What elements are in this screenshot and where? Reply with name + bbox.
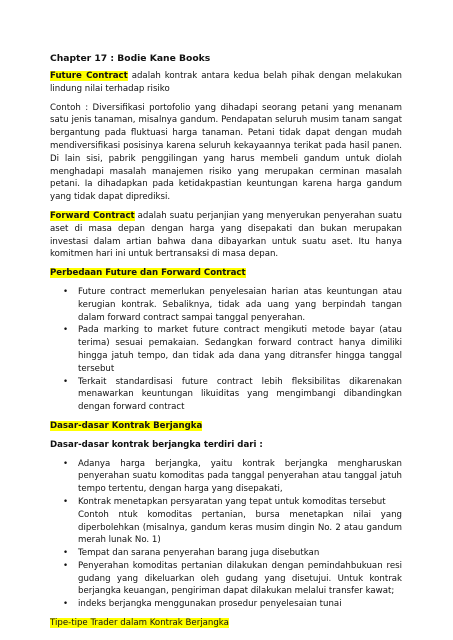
list-item: • Adanya harga berjangka, yaitu kontrak berjangka mengharuskan penyerahan suatu komoditas pada tanggal penyerahan atau tanggal jatuh tempo tertentu, dengan harga yang disepakati, bbox=[63, 458, 402, 495]
future-contract-term: Future Contract bbox=[50, 71, 128, 81]
forward-contract-paragraph bbox=[50, 210, 402, 261]
list-item: • Terkait standardisasi future contract lebih fleksibilitas dikarenakan menawarkan keuntungan likuiditas yang mengimbangi dibandingkan dengan forward contract bbox=[63, 376, 402, 413]
list-item: • Kontrak menetapkan persyaratan yang tepat untuk komoditas tersebut Contoh ntuk komoditas pertanian, bursa menetapkan nilai yang diperbolehkan (misalnya, gandum keras musim dingin No. 2 atau gandum merah lunak No. 1) bbox=[63, 496, 402, 546]
dasar-list bbox=[50, 458, 402, 612]
bullet-icon: • bbox=[63, 458, 69, 469]
tipe-heading-part2: dalam Kontrak Berjangka bbox=[117, 618, 229, 629]
bullet-icon: • bbox=[63, 376, 69, 387]
list-item: • indeks berjangka menggunakan prosedur penyelesaian tunai bbox=[63, 599, 342, 610]
forward-contract-term: Forward Contract bbox=[50, 210, 135, 221]
bullet-icon: • bbox=[63, 286, 69, 297]
future-contract-paragraph bbox=[50, 70, 402, 96]
dasar-heading-line bbox=[50, 420, 402, 433]
list-item: • Tempat dan sarana penyerahan barang juga disebutkan bbox=[63, 548, 320, 559]
list-item: • Future contract memerlukan penyelesaian harian atas keuntungan atau kerugian kontrak. Sebaliknya, tidak ada uang yang berpindah tangan dalam forward contract sampai tanggal penyerahan. bbox=[63, 286, 402, 323]
dasar-subheading: Dasar-dasar kontrak berjangka terdiri dari : bbox=[50, 439, 263, 450]
perbedaan-heading: Perbedaan Future dan Forward Contract bbox=[50, 268, 246, 279]
future-contract-definition: adalah kontrak antara kedua belah pihak dengan melakukan lindung nilai terhadap risiko bbox=[50, 71, 402, 94]
forward-contract-definition: adalah suatu perjanjian yang menyerukan penyerahan suatu aset di masa depan dengan harga yang disepakati dan bukan merupakan investasi dalam artian bahwa dana dibayarkan untuk suatu aset. Itu hanya komitmen hari ini untuk bertransaksi di masa depan. bbox=[50, 210, 402, 260]
perbedaan-heading-line bbox=[50, 267, 402, 280]
bullet-icon: • bbox=[63, 599, 69, 610]
bullet-icon: • bbox=[63, 548, 69, 559]
perbedaan-list bbox=[50, 286, 402, 414]
tipe-heading-part1: Tipe-tipe Trader bbox=[50, 618, 118, 629]
list-item: • Penyerahan komoditas pertanian dilakukan dengan pemindahbukuan resi gudang yang dikeluarkan oleh gudang yang disetujui. Untuk kontrak berjangka keuangan, pengiriman dapat dilakukan melalui transfer kawat; bbox=[63, 560, 402, 597]
chapter-title: Chapter 17 : Bodie Kane Books bbox=[50, 53, 211, 64]
list-item: • Pada marking to market future contract mengikuti metode bayar (atau terima) sesuai pemakaian. Sedangkan forward contract hanya dimiliki hingga jatuh tempo, dan tidak ada dana yang ditransfer hingga tanggal tersebut bbox=[63, 325, 402, 374]
bullet-icon: • bbox=[63, 496, 69, 507]
document-page bbox=[50, 53, 402, 630]
dasar-heading: Dasar-dasar Kontrak Berjangka bbox=[50, 420, 203, 431]
bullet-icon: • bbox=[63, 325, 69, 336]
bullet-icon: • bbox=[63, 560, 69, 571]
contoh-paragraph: Contoh : Diversifikasi portofolio yang dihadapi seorang petani yang menanam satu jenis tanaman, misalnya gandum. Pendapatan seluruh musim tanam sangat bergantung pada fluktuasi harga tanaman. Petani tidak dapat dengan mudah mendiversifikasi posisinya karena seluruh kekayaannya terikat pada hasil panen. Di lain sisi, pabrik penggilingan yang harus membeli gandum untuk diolah menghadapi masalah manajemen risiko yang merupakan cerminan masalah petani. Ia dihadapkan pada ketidakpastian keuntungan karena harga gandum yang tidak dapat diprediksi. bbox=[50, 102, 402, 203]
tipe-heading-line bbox=[50, 617, 402, 630]
